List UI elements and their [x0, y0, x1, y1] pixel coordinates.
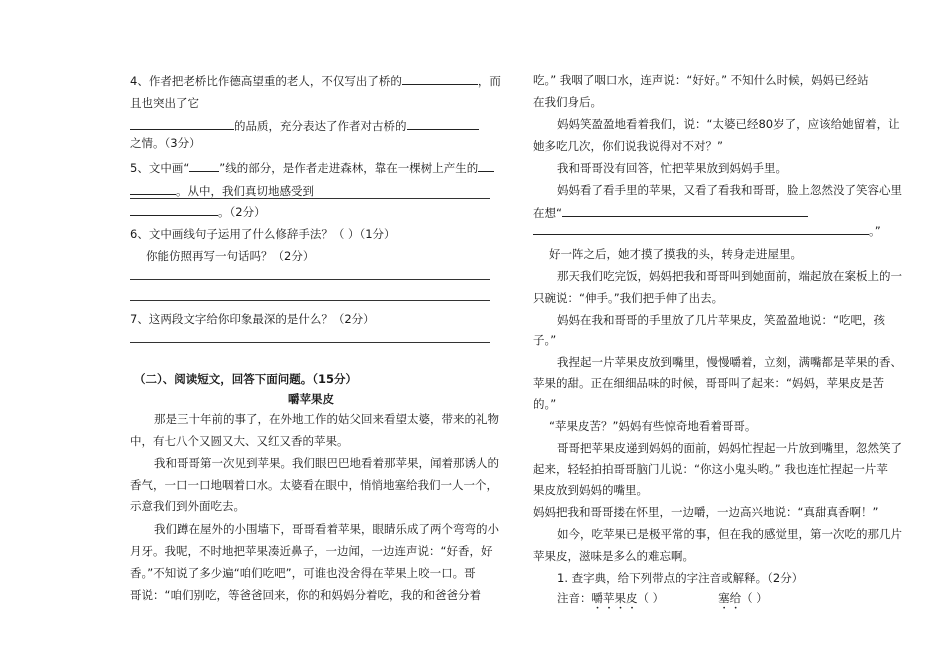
paragraph-line: 示意我们到外面吃去。: [130, 499, 245, 513]
paragraph-line: [533, 204, 808, 221]
question-1: 1. 查字典，给下列带点的字注音或解释。（2分）: [557, 571, 804, 585]
paragraph-line: 中，有七八个又圆又大、又红又香的苹果。: [130, 434, 349, 448]
answer-blank[interactable]: [130, 117, 234, 130]
paragraph-line: 吃。” 我咽了咽口水，连声说：“好好。” 不知什么时候，妈妈已经站: [533, 73, 869, 87]
answer-paren[interactable]: （ ）: [637, 591, 665, 605]
q4-text: 4、作者把老桥比作德高望重的老人，不仅写出了桥的: [130, 74, 402, 88]
paragraph-line: 苹果的甜。正在细细品味的时候，哥哥叫了起来：“妈妈，苹果皮是苦: [533, 376, 884, 390]
answer-line[interactable]: [130, 198, 490, 199]
q5-text-3: 。从中，我们真切地感受到: [176, 184, 314, 198]
q5-text-4: 。（2分）: [218, 205, 266, 219]
paragraph-line: 妈妈把我和哥哥搂在怀里，一边嚼，一边高兴地说：“真甜真香啊！”: [533, 505, 879, 519]
paragraph-line: 我和哥哥没有回答，忙把苹果放到妈妈手里。: [557, 161, 787, 175]
paragraph-line: 那天我们吃完饭，妈妈把我和哥哥叫到她面前，端起放在案板上的一: [557, 269, 902, 283]
q5-text-2: ”线的部分，是作者走进森林，靠在一棵树上产生的: [219, 161, 479, 175]
paragraph-line: 在我们身后。: [533, 95, 602, 109]
answer-blank[interactable]: [189, 159, 219, 172]
line-text: 。”: [869, 224, 881, 238]
paragraph-line: 好一阵之后，她才摸了摸我的头，转身走进屋里。: [549, 247, 802, 261]
answer-blank[interactable]: [533, 222, 869, 235]
q1-word-2: 塞给: [718, 591, 742, 605]
paragraph-line: 子。”: [533, 333, 557, 347]
q4-text-end: ，而: [477, 74, 501, 88]
q4-line-2: 且也突出了它: [130, 96, 199, 110]
question-6: 6、文中画线句子运用了什么修辞手法？（ ）（1分）: [130, 227, 396, 241]
answer-line[interactable]: [130, 279, 490, 280]
paragraph-line: 起来，轻轻拍拍哥哥脑门儿说：“你这小鬼头哟。” 我也连忙捏起一片苹: [533, 462, 888, 476]
q1-word-1: 嚼苹果皮: [591, 591, 638, 605]
answer-blank[interactable]: [478, 159, 494, 172]
q5-text: 5、文中画“: [130, 161, 190, 175]
section-2-heading: （二）、阅读短文，回答下面问题。（15分）: [134, 372, 358, 386]
paragraph-line: 哥说：“咱们别吃，等爸爸回来，你的和妈妈分着吃，我的和爸爸分着: [130, 588, 481, 602]
q1-pinyin-line: [557, 590, 768, 612]
paragraph-line: 哥哥把苹果皮递到妈妈的面前，妈妈忙捏起一片放到嘴里，忽然笑了: [557, 441, 902, 455]
question-5: [130, 159, 494, 176]
q5-line-3: [130, 203, 266, 220]
q4-text-3: 的品质，充分表达了作者对古桥的: [234, 119, 407, 133]
paragraph-line: 她多吃几次，你们说我说得对不对？”: [533, 139, 723, 153]
paragraph-line: 妈妈笑盈盈地看着我们，说：“太婆已经80岁了，应该给她留着，让: [557, 117, 900, 131]
paragraph-line: 妈妈在我和哥哥的手里放了几片苹果皮，笑盈盈地说：“吃吧，孩: [557, 313, 885, 327]
question-7: 7、这两段文字给你印象最深的是什么？（2分）: [130, 312, 375, 326]
paragraph-line: 苹果皮，滋味是多么的难忘啊。: [533, 549, 694, 563]
q1-label: 注音：: [557, 591, 592, 605]
q6-line-2: 你能仿照再写一句话吗？（2分）: [146, 249, 315, 263]
answer-blank[interactable]: [562, 204, 808, 217]
q4-line-3: [130, 117, 479, 134]
paragraph-line: 月牙。我呢，不时地把苹果凑近鼻子，一边闻，一边连声说：“好香，好: [130, 544, 493, 558]
paragraph-line: 果皮放到妈妈的嘴里。: [533, 483, 648, 497]
paragraph-line: “苹果皮苦？”妈妈有些惊奇地看着哥哥。: [549, 419, 757, 433]
paragraph-line: [533, 222, 881, 239]
q4-line-4: 之情。（3分）: [130, 136, 201, 150]
paragraph-line: 我们蹲在屋外的小围墙下，哥哥看着苹果，眼睛乐成了两个弯弯的小: [154, 522, 499, 536]
answer-blank[interactable]: [130, 182, 176, 195]
answer-line[interactable]: [130, 342, 490, 343]
story-title: 嚼苹果皮: [288, 392, 334, 406]
paragraph-line: 如今，吃苹果已是极平常的事，但在我的感觉里，第一次吃的那几片: [557, 527, 902, 541]
paragraph-line: 我和哥哥第一次见到苹果。我们眼巴巴地看着那苹果，闻着那诱人的: [154, 456, 499, 470]
paragraph-line: 的。”: [533, 397, 557, 411]
answer-paren[interactable]: （ ）: [741, 591, 768, 605]
line-text: 在想“: [533, 206, 562, 220]
paragraph-line: 妈妈看了看手里的苹果，又看了看我和哥哥，脸上忽然没了笑容心里: [557, 183, 902, 197]
paragraph-line: 香。”不知说了多少遍“咱们吃吧”，可谁也没舍得在苹果上咬一口。哥: [130, 566, 476, 580]
answer-line[interactable]: [130, 300, 490, 301]
paragraph-line: 我捏起一片苹果皮放到嘴里，慢慢嚼着，立刻，满嘴都是苹果的香、: [557, 355, 902, 369]
paragraph-line: 那是三十年前的事了，在外地工作的姑父回来看望太婆，带来的礼物: [154, 412, 499, 426]
answer-blank[interactable]: [130, 203, 218, 216]
question-4: [130, 72, 501, 89]
paragraph-line: 香气，一口一口地咽着口水。太婆看在眼中，悄悄地塞给我们一人一个，: [130, 478, 498, 492]
answer-blank[interactable]: [402, 72, 478, 85]
paragraph-line: 只碗说：“伸手。”我们把手伸了出去。: [533, 291, 724, 305]
q5-line-2: [130, 182, 314, 199]
answer-blank[interactable]: [407, 117, 479, 130]
